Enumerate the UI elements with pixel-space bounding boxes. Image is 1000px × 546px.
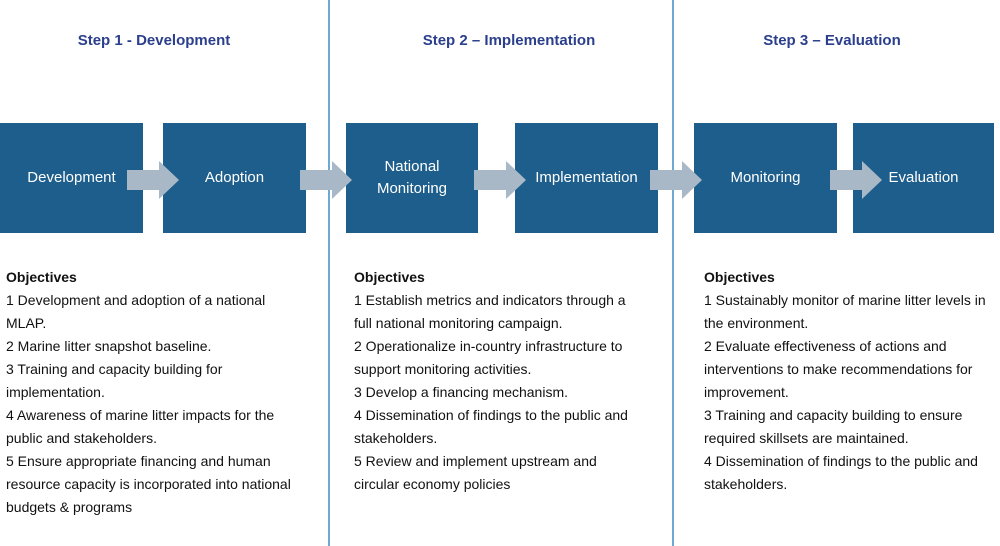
process-box-development: Development xyxy=(0,123,143,233)
process-box-monitoring: Monitoring xyxy=(694,123,837,233)
step-2-title: Step 2 – Implementation xyxy=(422,32,596,49)
objective-item: 4 Awareness of marine litter impacts for the public and stakeholders. xyxy=(6,407,275,446)
flow-arrow-4 xyxy=(650,161,702,199)
objective-item: 2 Operationalize in-country infrastructure to support monitoring activities. xyxy=(354,338,623,377)
flow-arrow-2 xyxy=(300,161,352,199)
process-box-national-monitoring: National Monitoring xyxy=(346,123,478,233)
flow-arrow-1 xyxy=(127,161,179,199)
objective-item: 3 Develop a financing mechanism. xyxy=(354,384,569,400)
process-box-adoption: Adoption xyxy=(163,123,306,233)
objective-item: 4 Dissemination of findings to the public and stakeholders. xyxy=(704,453,978,492)
objectives-step-2 xyxy=(354,266,644,496)
objectives-title: Objectives xyxy=(354,269,425,285)
objective-item: 3 Training and capacity building to ensure required skillsets are maintained. xyxy=(704,407,963,446)
objective-item: 1 Sustainably monitor of marine litter levels in the environment. xyxy=(704,292,986,331)
objective-item: 2 Evaluate effectiveness of actions and interventions to make recommendations for improvement. xyxy=(704,338,973,400)
flow-arrow-5 xyxy=(830,161,882,199)
objectives-title: Objectives xyxy=(704,269,775,285)
objective-item: 1 Establish metrics and indicators through a full national monitoring campaign. xyxy=(354,292,626,331)
step-3-title: Step 3 – Evaluation xyxy=(763,32,901,49)
process-box-implementation: Implementation xyxy=(515,123,658,233)
objective-item: 2 Marine litter snapshot baseline. xyxy=(6,338,212,354)
column-divider-2 xyxy=(672,0,674,546)
flow-arrow-3 xyxy=(474,161,526,199)
objective-item: 4 Dissemination of findings to the public and stakeholders. xyxy=(354,407,628,446)
objective-item: 3 Training and capacity building for implementation. xyxy=(6,361,223,400)
objectives-title: Objectives xyxy=(6,269,77,285)
objective-item: 5 Ensure appropriate financing and human resource capacity is incorporated into national budgets & programs xyxy=(6,453,291,515)
objectives-step-3 xyxy=(704,266,994,496)
objectives-step-1 xyxy=(6,266,296,519)
objective-item: 5 Review and implement upstream and circular economy policies xyxy=(354,453,597,492)
process-box-evaluation: Evaluation xyxy=(853,123,994,233)
objective-item: 1 Development and adoption of a national MLAP. xyxy=(6,292,266,331)
step-1-title: Step 1 - Development xyxy=(77,32,231,49)
column-divider-1 xyxy=(328,0,330,546)
